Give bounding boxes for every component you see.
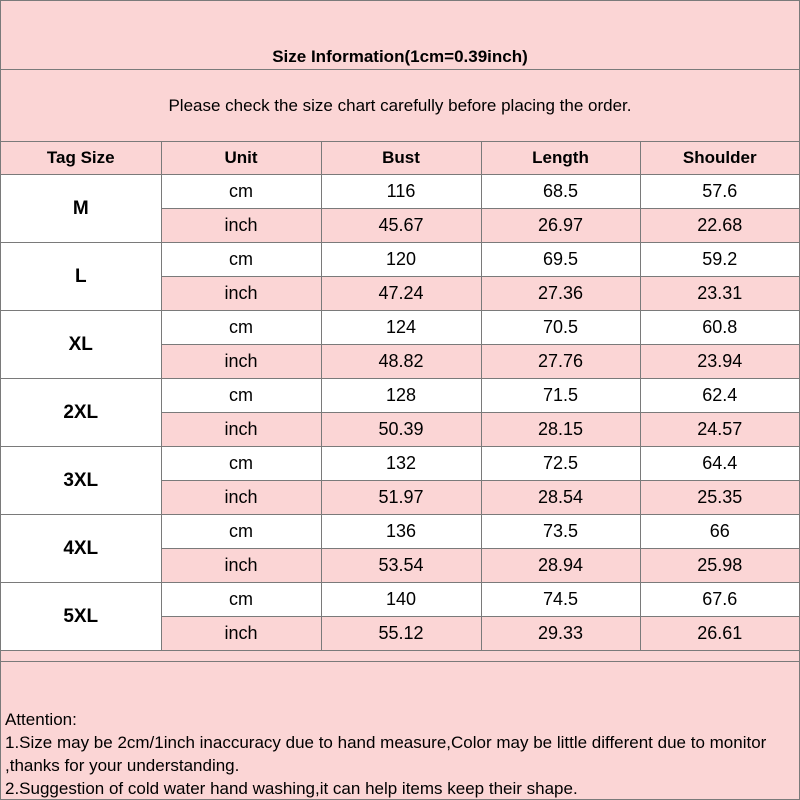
- header-length: Length: [481, 142, 640, 175]
- bust-cell: 116: [321, 175, 481, 209]
- bust-cell: 140: [321, 583, 481, 617]
- title-row: [1, 1, 799, 70]
- length-cell: 26.97: [481, 209, 640, 243]
- size-table: [1, 142, 799, 651]
- table-row: [1, 379, 799, 413]
- notice-row: [1, 70, 799, 142]
- attention-note-2: 2.Suggestion of cold water hand washing,it can help items keep their shape.: [5, 779, 578, 798]
- table-row: [1, 243, 799, 277]
- shoulder-cell: 24.57: [640, 413, 799, 447]
- shoulder-cell: 62.4: [640, 379, 799, 413]
- bust-cell: 120: [321, 243, 481, 277]
- unit-cell: cm: [161, 379, 321, 413]
- length-cell: 28.54: [481, 481, 640, 515]
- bust-cell: 53.54: [321, 549, 481, 583]
- unit-cell: inch: [161, 209, 321, 243]
- attention-heading: Attention:: [5, 710, 77, 729]
- size-label: 2XL: [1, 379, 161, 447]
- unit-cell: inch: [161, 413, 321, 447]
- shoulder-cell: 23.94: [640, 345, 799, 379]
- bust-cell: 124: [321, 311, 481, 345]
- bust-cell: 55.12: [321, 617, 481, 651]
- header-unit: Unit: [161, 142, 321, 175]
- size-label: 3XL: [1, 447, 161, 515]
- bust-cell: 45.67: [321, 209, 481, 243]
- unit-cell: inch: [161, 481, 321, 515]
- length-cell: 69.5: [481, 243, 640, 277]
- length-cell: 70.5: [481, 311, 640, 345]
- header-shoulder: Shoulder: [640, 142, 799, 175]
- unit-cell: cm: [161, 311, 321, 345]
- length-cell: 74.5: [481, 583, 640, 617]
- attention-note-1: 1.Size may be 2cm/1inch inaccuracy due to hand measure,Color may be little different due to monitor ,thanks for your understanding.: [5, 733, 767, 775]
- shoulder-cell: 57.6: [640, 175, 799, 209]
- size-label: L: [1, 243, 161, 311]
- bust-cell: 51.97: [321, 481, 481, 515]
- length-cell: 68.5: [481, 175, 640, 209]
- table-row: [1, 447, 799, 481]
- length-cell: 28.15: [481, 413, 640, 447]
- unit-cell: cm: [161, 583, 321, 617]
- bust-cell: 132: [321, 447, 481, 481]
- length-cell: 73.5: [481, 515, 640, 549]
- unit-cell: inch: [161, 277, 321, 311]
- notice-text: Please check the size chart carefully before placing the order.: [168, 95, 632, 115]
- shoulder-cell: 26.61: [640, 617, 799, 651]
- shoulder-cell: 66: [640, 515, 799, 549]
- bust-cell: 47.24: [321, 277, 481, 311]
- shoulder-cell: 22.68: [640, 209, 799, 243]
- length-cell: 28.94: [481, 549, 640, 583]
- length-cell: 27.76: [481, 345, 640, 379]
- table-row: [1, 311, 799, 345]
- shoulder-cell: 67.6: [640, 583, 799, 617]
- unit-cell: cm: [161, 515, 321, 549]
- unit-cell: cm: [161, 447, 321, 481]
- table-header-row: [1, 142, 799, 175]
- size-label: 5XL: [1, 583, 161, 651]
- size-label: M: [1, 175, 161, 243]
- bust-cell: 136: [321, 515, 481, 549]
- bust-cell: 128: [321, 379, 481, 413]
- length-cell: 27.36: [481, 277, 640, 311]
- shoulder-cell: 59.2: [640, 243, 799, 277]
- attention-notes: [1, 661, 799, 799]
- size-label: XL: [1, 311, 161, 379]
- length-cell: 71.5: [481, 379, 640, 413]
- bust-cell: 48.82: [321, 345, 481, 379]
- table-row: [1, 515, 799, 549]
- unit-cell: inch: [161, 549, 321, 583]
- header-tag-size: Tag Size: [1, 142, 161, 175]
- header-bust: Bust: [321, 142, 481, 175]
- shoulder-cell: 60.8: [640, 311, 799, 345]
- shoulder-cell: 23.31: [640, 277, 799, 311]
- chart-title: Size Information(1cm=0.39inch): [272, 47, 528, 66]
- unit-cell: inch: [161, 617, 321, 651]
- length-cell: 72.5: [481, 447, 640, 481]
- size-label: 4XL: [1, 515, 161, 583]
- unit-cell: cm: [161, 243, 321, 277]
- length-cell: 29.33: [481, 617, 640, 651]
- table-row: [1, 175, 799, 209]
- unit-cell: cm: [161, 175, 321, 209]
- bust-cell: 50.39: [321, 413, 481, 447]
- unit-cell: inch: [161, 345, 321, 379]
- table-row: [1, 583, 799, 617]
- shoulder-cell: 64.4: [640, 447, 799, 481]
- shoulder-cell: 25.98: [640, 549, 799, 583]
- shoulder-cell: 25.35: [640, 481, 799, 515]
